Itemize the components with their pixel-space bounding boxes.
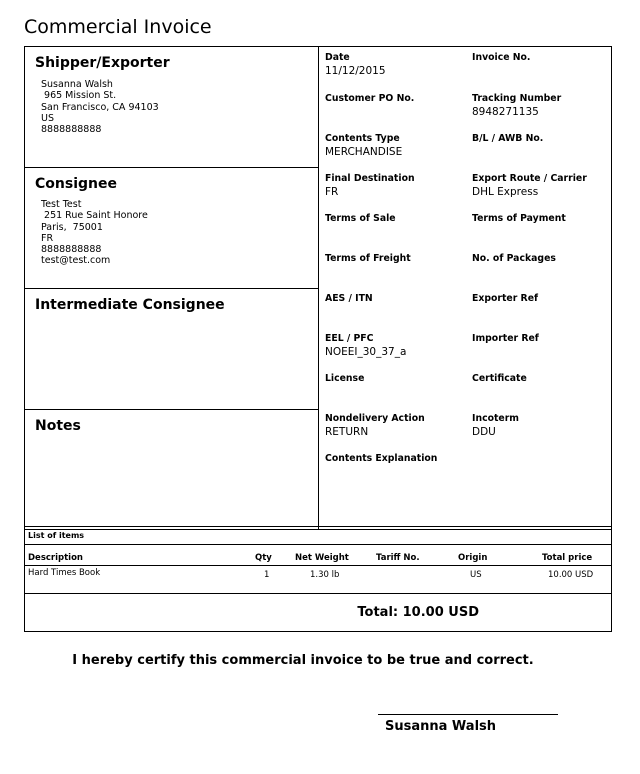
col-tariff: Tariff No. <box>376 553 420 563</box>
consignee-city: Paris, 75001 <box>41 221 103 233</box>
invoice-no-field <box>472 52 530 63</box>
consignee-address <box>41 199 148 267</box>
consignee-country: FR <box>41 232 54 244</box>
consignee-name: Test Test <box>41 199 82 210</box>
shipper-section <box>25 47 318 168</box>
customer-po-label: Customer PO No. <box>325 93 415 104</box>
invoice-header-box <box>24 46 612 530</box>
total-divider <box>25 593 611 594</box>
consignee-email: test@test.com <box>41 255 111 267</box>
customer-po-field <box>325 93 414 104</box>
items-heading-divider <box>25 544 611 545</box>
page-title: Commercial Invoice <box>24 16 212 38</box>
party-column <box>25 47 319 529</box>
certificate-label: Certificate <box>472 373 527 384</box>
row-total-price: 10.00 USD <box>548 570 594 580</box>
row-qty: 1 <box>264 570 270 580</box>
date-label: Date <box>325 52 350 63</box>
importer-ref-label: Importer Ref <box>472 333 539 344</box>
intermediate-consignee-heading: Intermediate Consignee <box>35 297 225 313</box>
invoice-total: Total: 10.00 USD <box>357 605 479 620</box>
date-value: 11/12/2015 <box>325 65 386 77</box>
terms-of-freight-field <box>325 253 411 264</box>
contents-type-value: MERCHANDISE <box>325 146 403 158</box>
shipper-name: Susanna Walsh <box>41 79 113 90</box>
shipper-phone: 8888888888 <box>41 124 102 136</box>
terms-of-freight-label: Terms of Freight <box>325 253 411 264</box>
header-row-divider <box>25 565 611 566</box>
contents-explanation-field <box>325 453 437 464</box>
date-field <box>325 52 386 77</box>
nondelivery-action-label: Nondelivery Action <box>325 413 425 424</box>
bl-awb-label: B/L / AWB No. <box>472 133 544 144</box>
aes-itn-field <box>325 293 373 304</box>
items-heading: List of items <box>28 531 85 540</box>
shipper-heading: Shipper/Exporter <box>35 55 170 71</box>
exporter-ref-field <box>472 293 538 304</box>
row-origin: US <box>470 570 482 580</box>
contents-explanation-label: Contents Explanation <box>325 453 438 464</box>
tracking-number-value: 8948271135 <box>472 106 539 118</box>
export-route-label: Export Route / Carrier <box>472 173 587 184</box>
terms-of-sale-field <box>325 213 396 224</box>
incoterm-label: Incoterm <box>472 413 519 424</box>
terms-of-sale-label: Terms of Sale <box>325 213 396 224</box>
signature-name: Susanna Walsh <box>385 719 497 734</box>
shipper-address <box>41 79 159 135</box>
tracking-number-label: Tracking Number <box>472 93 562 104</box>
row-net-weight: 1.30 lb <box>310 570 340 580</box>
consignee-heading: Consignee <box>35 176 117 192</box>
exporter-ref-label: Exporter Ref <box>472 293 539 304</box>
terms-of-payment-field <box>472 213 566 224</box>
nondelivery-action-field <box>325 413 425 438</box>
eel-pfc-value: NOEEI_30_37_a <box>325 346 407 358</box>
importer-ref-field <box>472 333 539 344</box>
notes-heading: Notes <box>35 418 81 434</box>
eel-pfc-label: EEL / PFC <box>325 333 374 344</box>
tracking-number-field <box>472 93 561 118</box>
terms-of-payment-label: Terms of Payment <box>472 213 566 224</box>
final-destination-value: FR <box>325 186 339 198</box>
intermediate-consignee-section <box>25 289 318 410</box>
contents-type-label: Contents Type <box>325 133 400 144</box>
shipper-country: US <box>41 112 54 124</box>
bl-awb-field <box>472 133 543 144</box>
shipper-city: San Francisco, CA 94103 <box>41 101 159 113</box>
export-route-field <box>472 173 587 198</box>
certification-statement: I hereby certify this commercial invoice to be true and correct. <box>72 653 534 668</box>
row-description: Hard Times Book <box>28 568 101 578</box>
items-table <box>24 526 612 632</box>
consignee-section <box>25 168 318 289</box>
shipper-street: 965 Mission St. <box>41 90 117 102</box>
col-description: Description <box>28 553 83 563</box>
license-field <box>325 373 364 384</box>
contents-type-field <box>325 133 402 158</box>
export-route-value: DHL Express <box>472 186 539 198</box>
eel-pfc-field <box>325 333 406 358</box>
license-label: License <box>325 373 365 384</box>
col-net-weight: Net Weight <box>295 553 349 563</box>
consignee-phone: 8888888888 <box>41 244 102 256</box>
notes-section <box>25 410 318 531</box>
final-destination-field <box>325 173 415 198</box>
col-qty: Qty <box>255 553 272 563</box>
nondelivery-action-value: RETURN <box>325 426 369 438</box>
signature-line <box>378 714 558 715</box>
final-destination-label: Final Destination <box>325 173 415 184</box>
col-origin: Origin <box>458 553 488 563</box>
incoterm-value: DDU <box>472 426 496 438</box>
incoterm-field <box>472 413 519 438</box>
items-top-divider <box>25 526 611 527</box>
certificate-field <box>472 373 527 384</box>
packages-label: No. of Packages <box>472 253 556 264</box>
consignee-street: 251 Rue Saint Honore <box>41 210 148 222</box>
aes-itn-label: AES / ITN <box>325 293 373 304</box>
packages-field <box>472 253 556 264</box>
col-total-price: Total price <box>542 553 593 563</box>
invoice-no-label: Invoice No. <box>472 52 531 63</box>
